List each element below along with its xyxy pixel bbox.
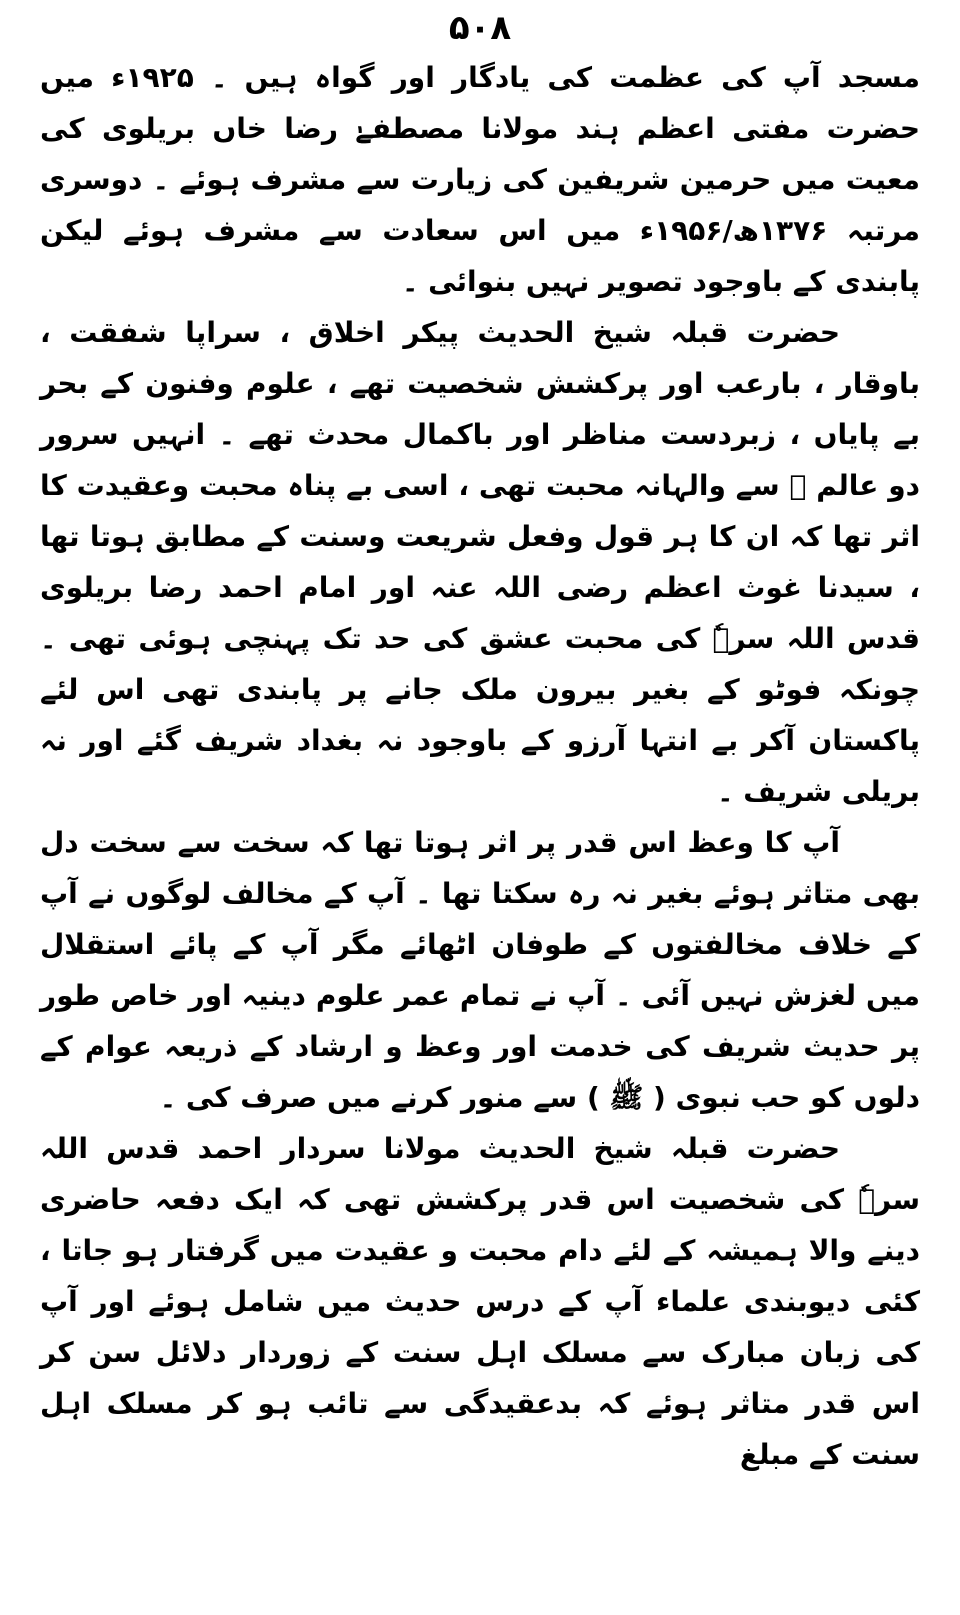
paragraph-character: حضرت قبلہ شیخ الحدیث پیکر اخلاق ، سراپا شفقت ، باوقار ، بارعب اور پرکشش شخصیت تھے ، علوم وفنون کے بحر بے پایاں ، زبردست مناظر اور باکمال محدث تھے ۔ انہیں سرور دو عالم ﷺ سے والہانہ محبت تھی ، اسی بے پناہ محبت وعقیدت کا اثر تھا کہ ان کا ہر قول وفعل شریعت وسنت کے مطابق ہوتا تھا ، سیدنا غوث اعظم رضی اللہ عنہ اور امام احمد رضا بریلوی قدس اللہ سرہٗ کی محبت عشق کی حد تک پہنچی ہوئی تھی ۔ چونکہ فوٹو کے بغیر بیرون ملک جانے پر پابندی تھی اس لئے پاکستان آکر بے انتہا آرزو کے باوجود نہ بغداد شریف گئے اور نہ بریلی شریف ۔ (40, 316, 920, 808)
body-text (40, 52, 920, 1480)
paragraph-personality: حضرت قبلہ شیخ الحدیث مولانا سردار احمد قدس اللہ سرہٗ کی شخصیت اس قدر پرکشش تھی کہ ایک دفعہ حاضری دینے والا ہمیشہ کے لئے دام محبت و عقیدت میں گرفتار ہو جاتا ، کئی دیوبندی علماء آپ کے درس حدیث میں شامل ہوئے اور آپ کی زبان مبارک سے مسلک اہل سنت کے زوردار دلائل سن کر اس قدر متاثر ہوئے کہ بدعقیدگی سے تائب ہو کر مسلک اہل سنت کے مبلغ (40, 1132, 920, 1471)
page-number: ۵۰۸ (448, 8, 512, 48)
paragraph-sermons: آپ کا وعظ اس قدر پر اثر ہوتا تھا کہ سخت سے سخت دل بھی متاثر ہوئے بغیر نہ رہ سکتا تھا ۔ آپ کے مخالف لوگوں نے آپ کے خلاف مخالفتوں کے طوفان اٹھائے مگر آپ کے پائے استقلال میں لغزش نہیں آئی ۔ آپ نے تمام عمر علوم دینیہ اور خاص طور پر حدیث شریف کی خدمت اور وعظ و ارشاد کے ذریعہ عوام کے دلوں کو حب نبوی ( ﷺ ) سے منور کرنے میں صرف کی ۔ (40, 826, 920, 1114)
paragraph-hajj-visits: مسجد آپ کی عظمت کی یادگار اور گواہ ہیں ۔ ۱۹۲۵ء میں حضرت مفتی اعظم ہند مولانا مصطفےٰ رضا خاں بریلوی کی معیت میں حرمین شریفین کی زیارت سے مشرف ہوئے ۔ دوسری مرتبہ ۱۳۷۶ھ/۱۹۵۶ء میں اس سعادت سے مشرف ہوئے لیکن پابندی کے باوجود تصویر نہیں بنوائی ۔ (40, 61, 920, 298)
